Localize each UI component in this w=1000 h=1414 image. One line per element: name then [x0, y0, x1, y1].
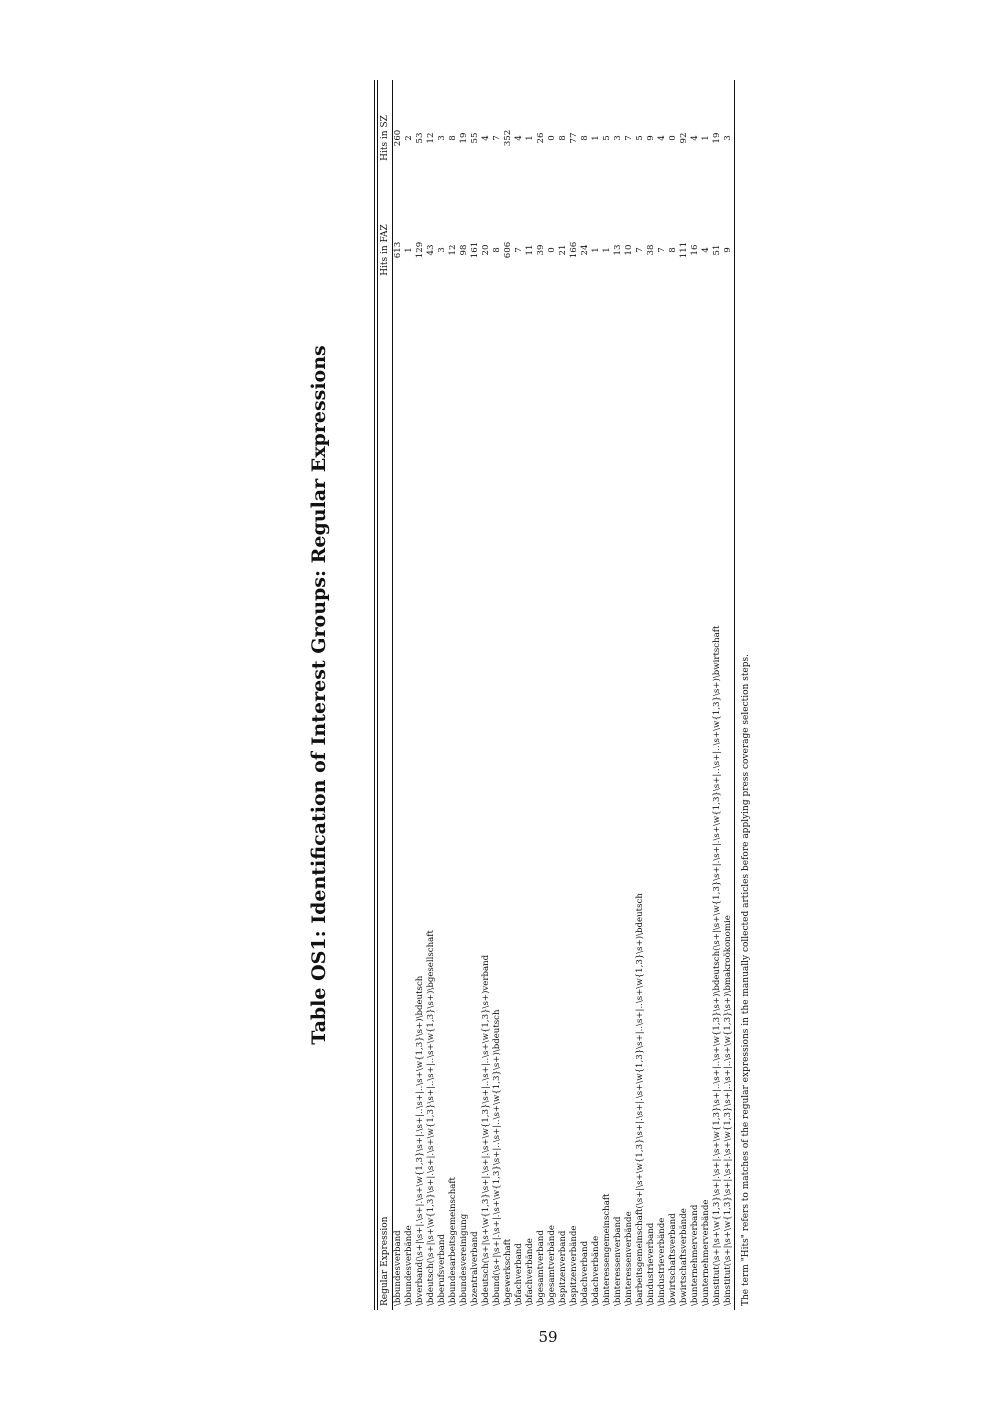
cell-hits-faz: 161	[470, 241, 480, 259]
cell-regular-expression: \binteressengemeinschaft	[602, 1193, 612, 1306]
table-header-row	[378, 80, 392, 1310]
cell-hits-sz: 92	[679, 132, 689, 144]
table-row	[602, 80, 613, 1310]
table-row	[492, 80, 503, 1310]
table-row	[668, 80, 679, 1310]
cell-hits-faz: 7	[657, 247, 667, 253]
cell-hits-sz: 260	[393, 129, 403, 147]
cell-hits-sz: 5	[602, 135, 612, 141]
table-row	[712, 80, 723, 1310]
cell-hits-faz: 16	[690, 244, 700, 256]
cell-regular-expression: \bbundesverbände	[404, 1225, 414, 1306]
cell-hits-faz: 613	[393, 241, 403, 259]
regex-table	[374, 80, 751, 1310]
cell-regular-expression: \bverband(\s+|\s+|.\s+|.\s+\w{1,3}\s+|.\s+|..\s+|..\s+\w{1,3}\s+)\bdeutsch	[415, 975, 425, 1306]
header-hits-sz: Hits in SZ	[380, 115, 390, 161]
cell-regular-expression: \bwirtschaftsverband	[668, 1213, 678, 1306]
table-row	[657, 80, 668, 1310]
cell-hits-sz: 19	[712, 132, 722, 144]
cell-regular-expression: \bindustrieverband	[646, 1222, 656, 1306]
cell-regular-expression: \bdeutsch(\s+|\s+\w{1,3}\s+|.\s+|.\s+\w{1,3}\s+|..\s+|..\s+\w{1,3}\s+)verband	[481, 954, 491, 1306]
cell-regular-expression: \bindustrieverbände	[657, 1217, 667, 1306]
cell-hits-sz: 0	[547, 135, 557, 141]
cell-hits-sz: 4	[690, 135, 700, 141]
table-row	[503, 80, 514, 1310]
cell-regular-expression: \bdachverband	[580, 1240, 590, 1306]
table-bottom-rule	[734, 80, 735, 1310]
cell-hits-faz: 4	[701, 247, 711, 253]
cell-hits-faz: 38	[646, 244, 656, 256]
cell-hits-faz: 39	[536, 244, 546, 256]
cell-hits-sz: 4	[514, 135, 524, 141]
page-number: 59	[538, 1328, 558, 1346]
cell-hits-sz: 12	[426, 132, 436, 144]
cell-hits-faz: 1	[404, 247, 414, 253]
table-title: Table OS1: Identification of Interest Groups: Regular Expressions	[308, 345, 330, 1045]
cell-hits-sz: 1	[701, 135, 711, 141]
table-row	[525, 80, 536, 1310]
cell-hits-sz: 7	[492, 135, 502, 141]
table-row	[536, 80, 547, 1310]
cell-hits-faz: 13	[613, 244, 623, 256]
cell-regular-expression: \bwirtschaftsverbände	[679, 1208, 689, 1306]
cell-regular-expression: \bgesamtverbände	[547, 1225, 557, 1306]
cell-regular-expression: \barbeitsgemeinschaft(\s+|\s+\w{1,3}\s+|.\s+|.\s+\w{1,3}\s+|..\s+|..\s+\w{1,3}\s+)\bdeutsch	[635, 893, 645, 1306]
cell-hits-sz: 55	[470, 132, 480, 144]
cell-regular-expression: \bbundesarbeitsgemeinschaft	[448, 1176, 458, 1306]
table-row	[437, 80, 448, 1310]
table-body	[393, 80, 734, 1310]
table-row	[613, 80, 624, 1310]
cell-regular-expression: \bbundesvereinigung	[459, 1213, 469, 1306]
table-row	[393, 80, 404, 1310]
cell-regular-expression: \bdeutsch(\s+|\s+\w{1,3}\s+|.\s+|.\s+\w{1,3}\s+|..\s+|..\s+\w{1,3}\s+)\bgesellschaft	[426, 930, 436, 1306]
header-regular-expression: Regular Expression	[380, 1216, 390, 1306]
cell-hits-faz: 24	[580, 244, 590, 256]
cell-hits-sz: 1	[591, 135, 601, 141]
cell-regular-expression: \binteressenverbände	[624, 1211, 634, 1306]
cell-hits-sz: 53	[415, 132, 425, 144]
cell-hits-faz: 21	[558, 244, 568, 256]
cell-hits-faz: 1	[591, 247, 601, 253]
cell-hits-faz: 43	[426, 244, 436, 256]
cell-hits-sz: 5	[635, 135, 645, 141]
cell-hits-sz: 9	[646, 135, 656, 141]
table-row	[547, 80, 558, 1310]
cell-regular-expression: \bbund(\s+|\s+|.\s+|.\s+\w{1,3}\s+|..\s+|..\s+\w{1,3}\s+)\bdeutsch	[492, 1009, 502, 1306]
cell-hits-faz: 8	[668, 247, 678, 253]
cell-hits-sz: 3	[723, 135, 733, 141]
cell-regular-expression: \bspitzenverbände	[569, 1225, 579, 1306]
cell-hits-faz: 7	[635, 247, 645, 253]
table-note: The term "Hits" refers to matches of the regular expressions in the manually collected articles before applying press coverage selection steps.	[741, 654, 751, 1306]
cell-regular-expression: \bgesamtverband	[536, 1230, 546, 1306]
header-hits-faz: Hits in FAZ	[380, 224, 390, 276]
table-row	[404, 80, 415, 1310]
table-row	[569, 80, 580, 1310]
cell-hits-faz: 51	[712, 244, 722, 256]
cell-hits-faz: 3	[437, 247, 447, 253]
cell-hits-sz: 4	[481, 135, 491, 141]
cell-regular-expression: \bberufsverband	[437, 1234, 447, 1306]
cell-hits-sz: 19	[459, 132, 469, 144]
table-row	[580, 80, 591, 1310]
table-row	[690, 80, 701, 1310]
cell-hits-faz: 12	[448, 244, 458, 256]
cell-regular-expression: \bspitzenverband	[558, 1230, 568, 1306]
rotated-table-block	[300, 80, 800, 1310]
table-row	[591, 80, 602, 1310]
cell-hits-sz: 3	[613, 135, 623, 141]
cell-regular-expression: \bunternehmerverband	[690, 1204, 700, 1306]
cell-regular-expression: \bfachverband	[514, 1243, 524, 1306]
table-row	[415, 80, 426, 1310]
cell-hits-faz: 9	[723, 247, 733, 253]
cell-hits-sz: 1	[525, 135, 535, 141]
table-row	[426, 80, 437, 1310]
cell-hits-sz: 7	[624, 135, 634, 141]
table-row	[448, 80, 459, 1310]
cell-hits-faz: 7	[514, 247, 524, 253]
table-row	[459, 80, 470, 1310]
cell-regular-expression: \bzentralverband	[470, 1231, 480, 1306]
cell-regular-expression: \binteressenverband	[613, 1216, 623, 1306]
cell-hits-sz: 8	[558, 135, 568, 141]
cell-regular-expression: \bfachverbände	[525, 1238, 535, 1306]
cell-hits-faz: 20	[481, 244, 491, 256]
table-row	[470, 80, 481, 1310]
cell-regular-expression: \binstitut(\s+|\s+\w{1,3}\s+|.\s+|.\s+\w{1,3}\s+|..\s+|..\s+\w{1,3}\s+)\bdeutsch(\s+|\s+\w{1,3}\s+|.\s+|.\s+\w{1,3}\s+|..\s+|..\s+\w{1,3}\s+)\bwirtschaft	[712, 625, 722, 1306]
cell-hits-sz: 26	[536, 132, 546, 144]
cell-hits-sz: 2	[404, 135, 414, 141]
cell-regular-expression: \bgewerkschaft	[503, 1238, 513, 1306]
cell-hits-faz: 166	[569, 241, 579, 259]
table-row	[646, 80, 657, 1310]
cell-hits-sz: 8	[580, 135, 590, 141]
cell-hits-faz: 98	[459, 244, 469, 256]
cell-hits-faz: 0	[547, 247, 557, 253]
table-row	[481, 80, 492, 1310]
cell-regular-expression: \bunternehmerverbände	[701, 1199, 711, 1306]
table-row	[635, 80, 646, 1310]
table-row	[701, 80, 712, 1310]
cell-hits-faz: 8	[492, 247, 502, 253]
cell-hits-faz: 11	[525, 244, 535, 256]
table-row	[514, 80, 525, 1310]
cell-hits-sz: 0	[668, 135, 678, 141]
cell-regular-expression: \bbundesverband	[393, 1230, 403, 1306]
cell-hits-sz: 8	[448, 135, 458, 141]
cell-regular-expression: \binstitut(\s+|\s+\w{1,3}\s+|.\s+|.\s+\w{1,3}\s+|..\s+|..\s+\w{1,3}\s+)\bmakroökonomie	[723, 915, 733, 1306]
cell-regular-expression: \bdachverbände	[591, 1235, 601, 1306]
cell-hits-sz: 3	[437, 135, 447, 141]
table-row	[624, 80, 635, 1310]
table-row	[723, 80, 734, 1310]
cell-hits-faz: 606	[503, 241, 513, 259]
cell-hits-faz: 129	[415, 241, 425, 259]
table-row	[679, 80, 690, 1310]
cell-hits-faz: 10	[624, 244, 634, 256]
cell-hits-sz: 4	[657, 135, 667, 141]
cell-hits-faz: 1	[602, 247, 612, 253]
table-row	[558, 80, 569, 1310]
cell-hits-faz: 111	[679, 241, 689, 259]
cell-hits-sz: 77	[569, 132, 579, 144]
cell-hits-sz: 352	[503, 129, 513, 147]
